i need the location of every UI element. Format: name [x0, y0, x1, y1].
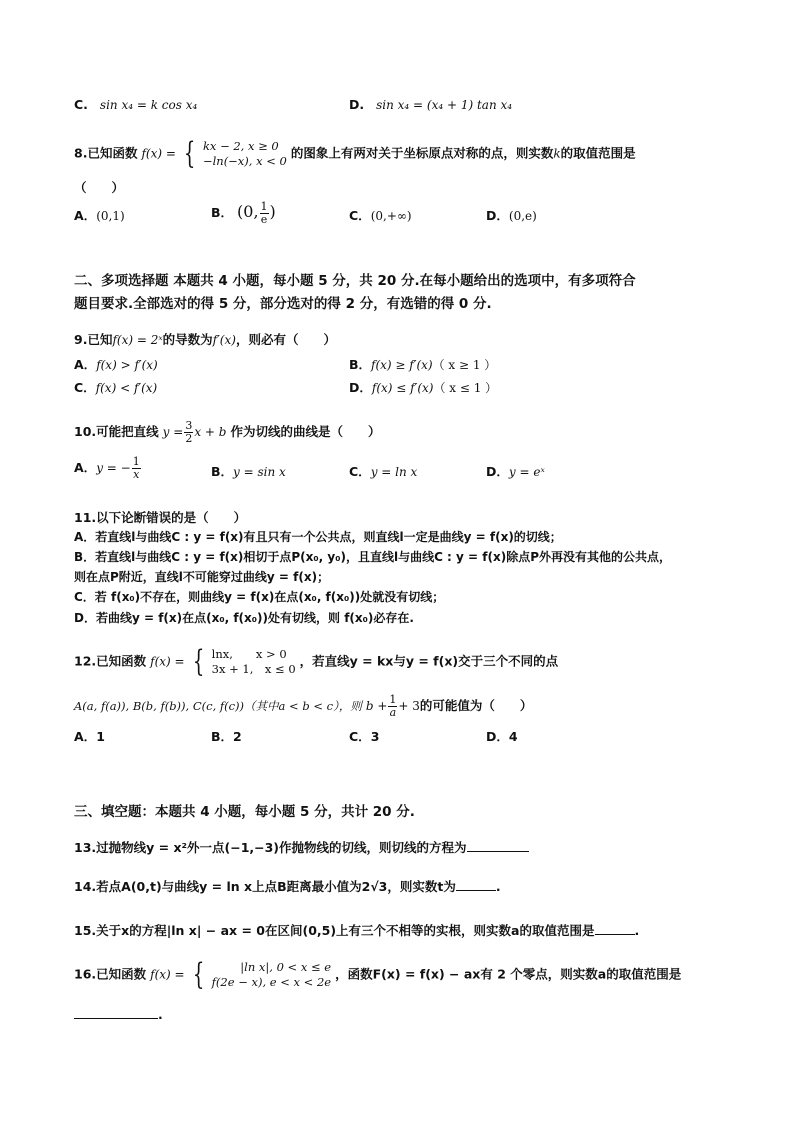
q9-option-b: B．f(x) ≥ f′(x)（ x ≥ 1 ）	[349, 357, 497, 372]
q9-stem: 9.已知f(x) = 2ˣ的导数为f′(x)，则必有（ ）	[74, 332, 336, 347]
q12-stem-line-2: A(a, f(a)), B(b, f(b)), C(c, f(c))（其中a < b < c），则 b + $\frac{1}{a}$ + 3的可能值为（ ）	[74, 693, 533, 719]
q16-piecewise: |ln x|, 0 < x ≤ e f(2e − x), e < x < 2e	[211, 960, 332, 989]
q7-option-d: D. sin x₄ = (x₄ + 1) tan x₄	[349, 97, 513, 112]
q7-option-c: C. sin x₄ = k cos x₄	[74, 97, 198, 112]
q8-stem: 8.已知函数 f(x) = { kx − 2, x ≥ 0 −ln(−x), x < 0 的图象上有两对关于坐标原点对称的点，则实数k的取值范围是	[74, 136, 636, 171]
q10-stem: 10.可能把直线 y = $\frac{3}{2}$ x + b 作为切线的曲线是（ ）	[74, 419, 381, 445]
fraction: $\frac{3}{2}$	[185, 419, 193, 445]
answer-blank[interactable]	[74, 1006, 158, 1019]
q10-option-d: D．y = eˣ	[486, 464, 545, 479]
q10-option-a: A．y = − $\frac{1}{x}$	[74, 455, 140, 481]
brace-icon: {	[192, 957, 204, 992]
q9-option-d: D．f(x) ≤ f′(x)（ x ≤ 1 ）	[349, 380, 498, 395]
q12-option-c: C．3	[349, 729, 380, 744]
q11-option-c: C．若 f(x₀)不存在，则曲线y = f(x)在点(x₀, f(x₀))处就没有切线；	[74, 590, 445, 604]
q8-option-a: A．(0,1)	[74, 208, 125, 223]
q16-stem: 16.已知函数 f(x) = { |ln x|, 0 < x ≤ e f(2e − x), e < x < 2e ，函数F(x) = f(x) − ax有 2 个零点，则实数a的取值范围是	[74, 957, 682, 992]
q11-stem: 11.以下论断错误的是（ ）	[74, 510, 247, 525]
q14: 14.若点A(0,t)与曲线y = ln x上点B距离最小值为2√3，则实数t为 .	[74, 879, 501, 894]
q10-option-b: B．y = sin x	[211, 464, 286, 479]
q11-option-b-line-1: B．若直线l与曲线C : y = f(x)相切于点P(x₀, y₀)，且直线l与曲线C : y = f(x)除点P外再没有其他的公共点，	[74, 550, 671, 564]
q9-option-c: C．f(x) < f′(x)	[74, 380, 158, 395]
answer-blank[interactable]	[595, 922, 635, 935]
q13: 13.过抛物线y = x²外一点(−1,−3)作抛物线的切线，则切线的方程为	[74, 838, 529, 856]
section-3-title: 三、填空题：本题共 4 小题，每小题 5 分，共计 20 分.	[74, 804, 415, 820]
q8-piecewise: kx − 2, x ≥ 0 −ln(−x), x < 0	[202, 139, 287, 168]
fraction: $\frac{1}{e}$	[260, 200, 268, 226]
q15: 15.关于x的方程|ln x| − ax = 0在区间(0,5)上有三个不相等的实根，则实数a的取值范围是 .	[74, 923, 640, 938]
answer-blank[interactable]	[456, 878, 496, 891]
answer-blank[interactable]	[467, 839, 529, 852]
q9-option-a: A．f(x) > f′(x)	[74, 357, 158, 372]
q12-option-b: B．2	[211, 729, 242, 744]
q11-option-d: D．若曲线y = f(x)在点(x₀, f(x₀))处有切线，则 f(x₀)必存在.	[74, 611, 414, 625]
fraction: $\frac{1}{a}$	[389, 693, 397, 719]
q11-option-a: A．若直线l与曲线C : y = f(x)有且只有一个公共点，则直线l一定是曲线y = f(x)的切线；	[74, 530, 562, 544]
q16-answer-line: .	[74, 1006, 163, 1022]
brace-icon: {	[192, 644, 204, 679]
q12-stem: 12.已知函数 f(x) = { lnx, x > 0 3x + 1, x ≤ 0 ，若直线y = kx与y = f(x)交于三个不同的点	[74, 644, 559, 679]
q8-answer-paren: （ ）	[74, 180, 125, 195]
section-2-line-2: 题目要求.全部选对的得 5 分，部分选对的得 2 分，有选错的得 0 分.	[74, 296, 492, 312]
q8-option-b: B． (0, $\frac{1}{e}$ )	[211, 200, 276, 226]
section-2-line-1: 二、多项选择题 本题共 4 小题，每小题 5 分，共 20 分.在每小题给出的选项中，有多项符合	[74, 273, 636, 289]
brace-icon: {	[183, 136, 196, 171]
q12-option-a: A．1	[74, 729, 105, 744]
q12-option-d: D．4	[486, 729, 518, 744]
q8-option-c: C．(0,+∞)	[349, 208, 412, 223]
q12-piecewise: lnx, x > 0 3x + 1, x ≤ 0	[211, 647, 296, 676]
q8-option-d: D．(0,e)	[486, 208, 537, 223]
q10-option-c: C．y = ln x	[349, 464, 418, 479]
fraction: $\frac{1}{x}$	[132, 455, 140, 481]
q11-option-b-line-2: 则在点P附近，直线l不可能穿过曲线y = f(x)；	[74, 570, 330, 584]
